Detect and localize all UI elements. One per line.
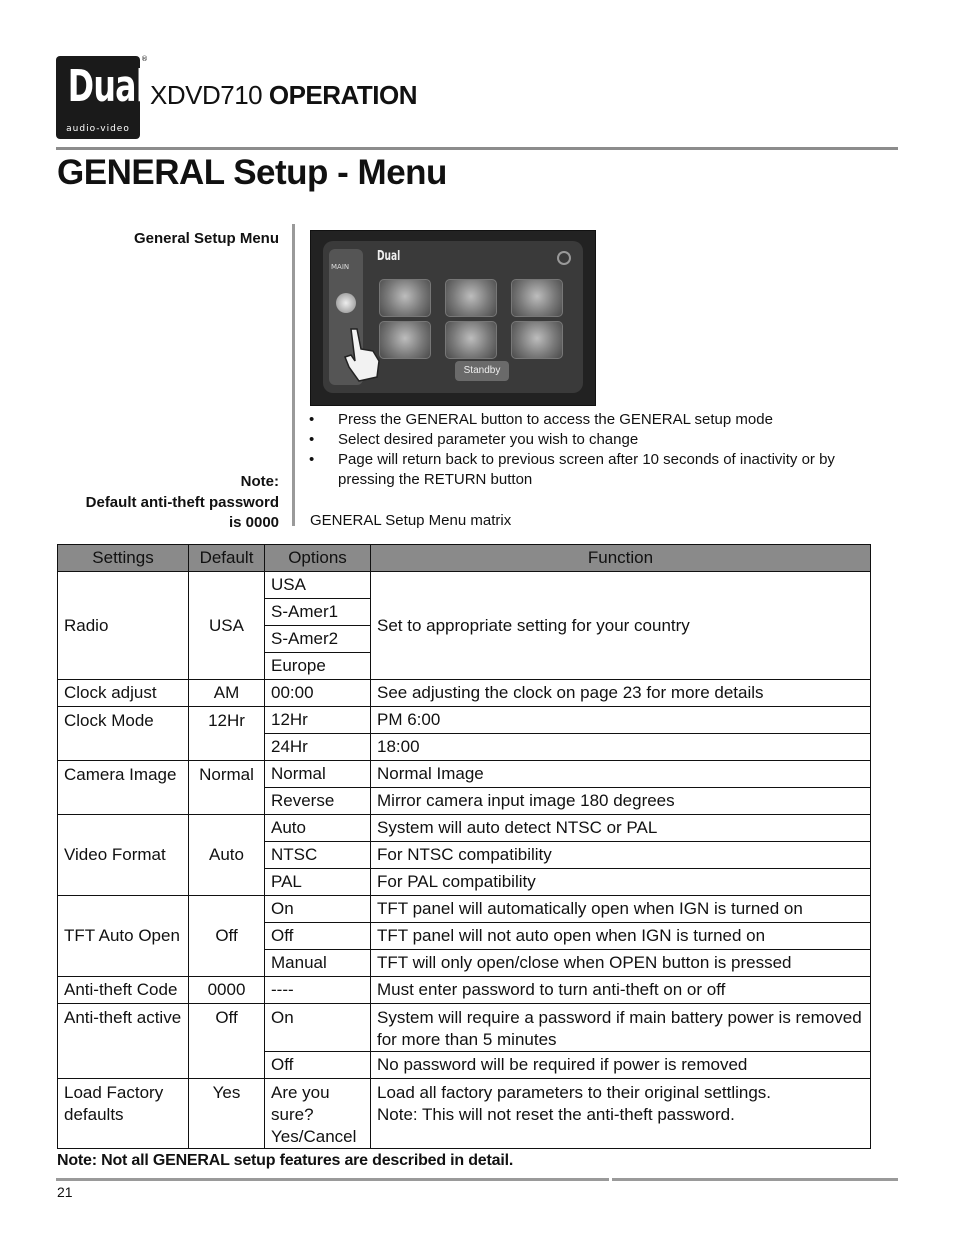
default-cell: 0000 — [189, 977, 265, 1004]
header-divider — [56, 147, 898, 150]
function-cell: System will require a password if main battery power is removed for more than 5 minutes — [371, 1004, 871, 1052]
function-cell: For NTSC compatibility — [371, 842, 871, 869]
dual-logo — [56, 56, 146, 139]
table-row — [58, 572, 871, 599]
default-cell: 12Hr — [189, 707, 265, 761]
table-row — [58, 1004, 871, 1052]
function-cell: System will auto detect NTSC or PAL — [371, 815, 871, 842]
function-cell: For PAL compatibility — [371, 869, 871, 896]
option-line: Yes/Cancel — [271, 1127, 357, 1146]
setting-cell — [58, 1079, 189, 1149]
option-cell: ---- — [265, 977, 371, 1004]
pointing-hand-icon — [343, 327, 383, 383]
instruction-list — [308, 410, 868, 490]
function-cell — [371, 1079, 871, 1149]
option-cell: Normal — [265, 761, 371, 788]
matrix-caption: GENERAL Setup Menu matrix — [310, 512, 512, 529]
table-row — [58, 896, 871, 923]
device-screenshot — [310, 230, 596, 406]
return-icon — [557, 251, 571, 265]
function-cell: No password will be required if power is removed — [371, 1052, 871, 1079]
function-cell: Must enter password to turn anti-theft on or off — [371, 977, 871, 1004]
settings-matrix-table — [57, 544, 871, 1149]
option-cell: On — [265, 896, 371, 923]
default-cell: Normal — [189, 761, 265, 815]
model-name: XDVD710 — [150, 80, 263, 110]
setting-cell: Video Format — [58, 815, 189, 896]
default-cell: Off — [189, 1004, 265, 1079]
option-cell: 12Hr — [265, 707, 371, 734]
default-cell: USA — [189, 572, 265, 680]
option-cell: 00:00 — [265, 680, 371, 707]
header-model — [150, 80, 417, 111]
standby-button: Standby — [455, 361, 509, 381]
note-heading: Note: — [240, 473, 279, 490]
list-item: • Select desired parameter you wish to change — [308, 430, 868, 450]
table-row — [58, 761, 871, 788]
function-line: Load all factory parameters to their original settlings. — [377, 1083, 772, 1102]
option-cell: PAL — [265, 869, 371, 896]
table-footnote: Note: Not all GENERAL setup features are described in detail. — [57, 1152, 514, 1169]
aux-icon — [379, 321, 431, 359]
list-item: • Page will return back to previous screen after 10 seconds of inactivity or by pressing the RETURN button — [308, 450, 868, 490]
list-item: • Press the GENERAL button to access the GENERAL setup mode — [308, 410, 868, 430]
function-cell: TFT will only open/close when OPEN button is pressed — [371, 950, 871, 977]
option-cell: NTSC — [265, 842, 371, 869]
function-cell: See adjusting the clock on page 23 for more details — [371, 680, 871, 707]
option-cell: Auto — [265, 815, 371, 842]
default-cell: Auto — [189, 815, 265, 896]
table-row — [58, 1079, 871, 1149]
ipod-icon — [511, 279, 563, 317]
function-cell: TFT panel will automatically open when IGN is turned on — [371, 896, 871, 923]
note-line-1: Default anti-theft password — [85, 494, 279, 511]
option-cell: Europe — [265, 653, 371, 680]
option-cell: Off — [265, 923, 371, 950]
setting-cell: Camera Image — [58, 761, 189, 815]
setting-cell: Radio — [58, 572, 189, 680]
page-number: 21 — [57, 1184, 73, 1200]
function-cell: PM 6:00 — [371, 707, 871, 734]
function-cell: 18:00 — [371, 734, 871, 761]
table-row — [58, 977, 871, 1004]
function-cell: Set to appropriate setting for your country — [371, 572, 871, 680]
option-cell: S-Amer1 — [265, 599, 371, 626]
registered-mark: ® — [141, 55, 148, 63]
table-row — [58, 707, 871, 734]
header-function: Function — [371, 545, 871, 572]
page-title: GENERAL Setup - Menu — [57, 153, 447, 192]
setting-cell: Clock Mode — [58, 707, 189, 761]
header-default: Default — [189, 545, 265, 572]
header-options: Options — [265, 545, 371, 572]
option-line: Are you — [271, 1083, 330, 1102]
option-cell: On — [265, 1004, 371, 1052]
option-cell: Off — [265, 1052, 371, 1079]
section-name: OPERATION — [268, 80, 417, 110]
footer-divider — [56, 1178, 609, 1181]
header-settings: Settings — [58, 545, 189, 572]
function-cell: Mirror camera input image 180 degrees — [371, 788, 871, 815]
setting-line: Load Factory — [64, 1083, 164, 1102]
figure-label: General Setup Menu — [133, 230, 279, 247]
table-row — [58, 815, 871, 842]
device-brand: Dual — [377, 249, 401, 264]
table-row — [58, 680, 871, 707]
logo-wordmark: Dual — [67, 61, 146, 112]
setting-cell: Anti-theft active — [58, 1004, 189, 1079]
main-tab: MAIN — [331, 263, 350, 271]
xm-icon — [511, 321, 563, 359]
radio-icon — [379, 279, 431, 317]
setting-cell: TFT Auto Open — [58, 896, 189, 977]
camera-icon — [445, 321, 497, 359]
option-cell: Manual — [265, 950, 371, 977]
dvd-icon — [445, 279, 497, 317]
function-line: Note: This will not reset the anti-theft password. — [377, 1105, 735, 1124]
option-line: sure? — [271, 1105, 314, 1124]
function-cell: TFT panel will not auto open when IGN is turned on — [371, 923, 871, 950]
option-cell: S-Amer2 — [265, 626, 371, 653]
option-cell: Reverse — [265, 788, 371, 815]
setting-cell: Clock adjust — [58, 680, 189, 707]
default-cell: Off — [189, 896, 265, 977]
footer-divider — [612, 1178, 898, 1181]
device-screen — [323, 241, 583, 393]
disc-icon — [336, 293, 356, 313]
setting-line: defaults — [64, 1105, 124, 1124]
option-cell — [265, 1079, 371, 1149]
default-cell: AM — [189, 680, 265, 707]
option-cell: 24Hr — [265, 734, 371, 761]
function-cell: Normal Image — [371, 761, 871, 788]
table-header-row — [58, 545, 871, 572]
column-divider — [292, 224, 295, 526]
default-cell: Yes — [189, 1079, 265, 1149]
note-line-2: is 0000 — [228, 514, 279, 531]
logo-subtitle: audio-video — [66, 124, 130, 134]
option-cell: USA — [265, 572, 371, 599]
setting-cell: Anti-theft Code — [58, 977, 189, 1004]
